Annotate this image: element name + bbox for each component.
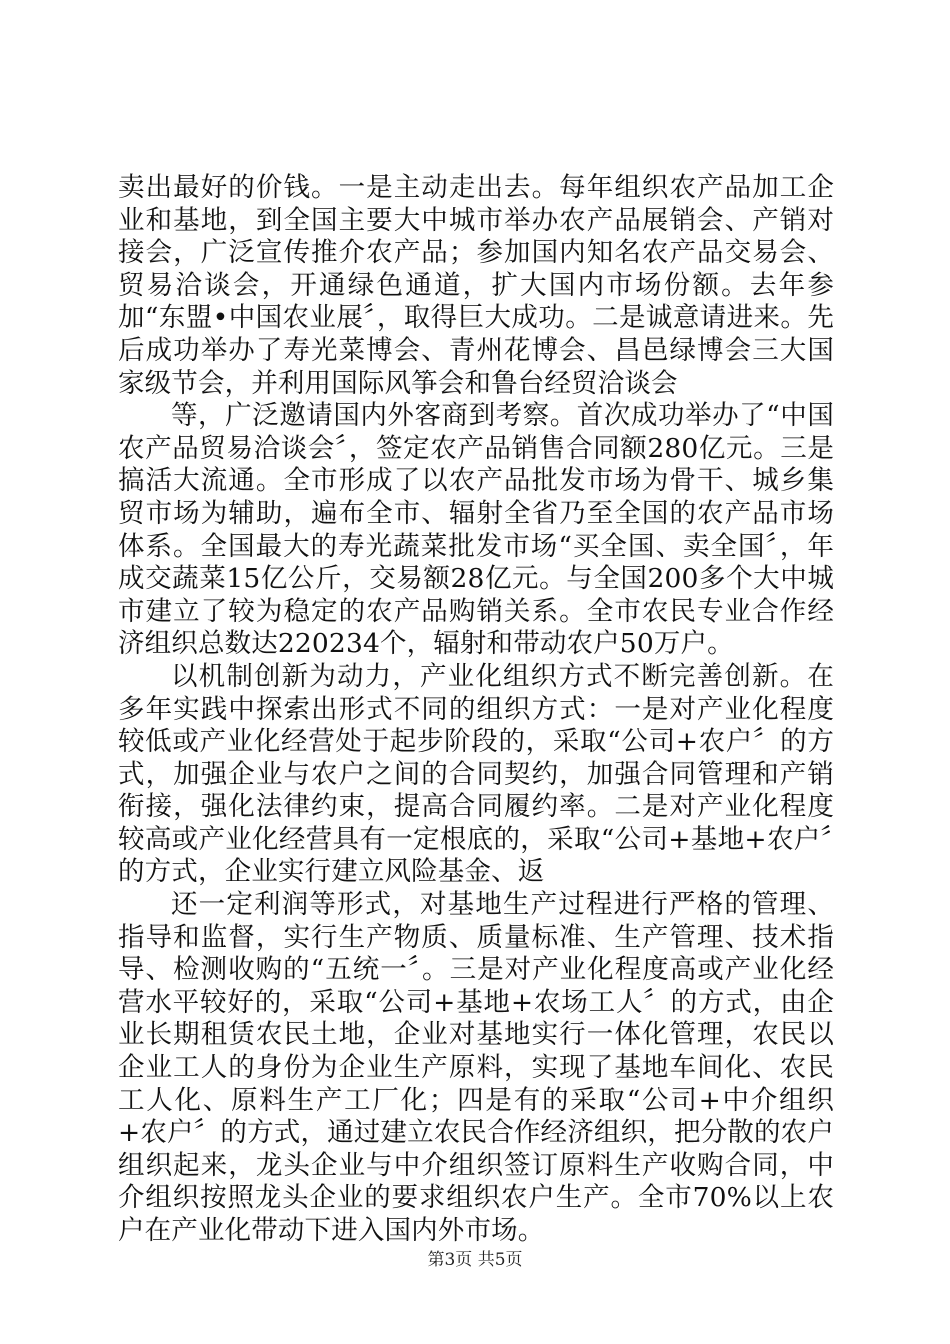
page-total: 共5页 [477,1250,523,1270]
paragraph-3: 以机制创新为动力，产业化组织方式不断完善创新。在多年实践中探索出形式不同的组织方式：一是对产业化程度较低或产业化经营处于起步阶段的，采取“公司+农户〞的方式，加强企业与农户之间的合同契约，加强合同管理和产销衔接，强化法律约束，提高合同履约率。二是对产业化程度较高或产业化经营具有一定根底的，采取“公司+基地+农户〞的方式，企业实行建立风险基金、返 [118,660,834,888]
page-footer [0,1245,950,1270]
paragraph-4: 还一定利润等形式，对基地生产过程进行严格的管理、指导和监督，实行生产物质、质量标准、生产管理、技术指导、检测收购的“五统一〞。三是对产业化程度高或产业化经营水平较好的，采取“公司+基地+农场工人〞的方式，由企业长期租赁农民土地，企业对基地实行一体化管理，农民以企业工人的身份为企业生产原料，实现了基地车间化、农民工人化、原料生产工厂化；四是有的采取“公司+中介组织+农户〞的方式，通过建立农民合作经济组织，把分散的农户组织起来，龙头企业与中介组织签订原料生产收购合同，中介组织按照龙头企业的要求组织农户生产。全市70%以上农户在产业化带动下进入国内外市场。 [118,889,834,1246]
page-number: 第3页 [427,1250,473,1270]
paragraph-1: 卖出最好的价钱。一是主动走出去。每年组织农产品加工企业和基地，到全国主要大中城市举办农产品展销会、产销对接会，广泛宣传推介农产品；参加国内知名农产品交易会、贸易洽谈会，开通绿色通道，扩大国内市场份额。去年参加“东盟•中国农业展〞，取得巨大成功。二是诚意请进来。先后成功举办了寿光菜博会、青州花博会、昌邑绿博会三大国家级节会，并利用国际风筝会和鲁台经贸洽谈会 [118,172,834,399]
paragraph-2: 等，广泛邀请国内外客商到考察。首次成功举办了“中国农产品贸易洽谈会〞，签定农产品销售合同额280亿元。三是搞活大流通。全市形成了以农产品批发市场为骨干、城乡集贸市场为辅助，遍布全市、辐射全省乃至全国的农产品市场体系。全国最大的寿光蔬菜批发市场“买全国、卖全国〞，年成交蔬菜15亿公斤，交易额28亿元。与全国200多个大中城市建立了较为稳定的农产品购销关系。全市农民专业合作经济组织总数达220234个，辐射和带动农户50万户。 [118,400,834,660]
document-body [118,172,834,1248]
